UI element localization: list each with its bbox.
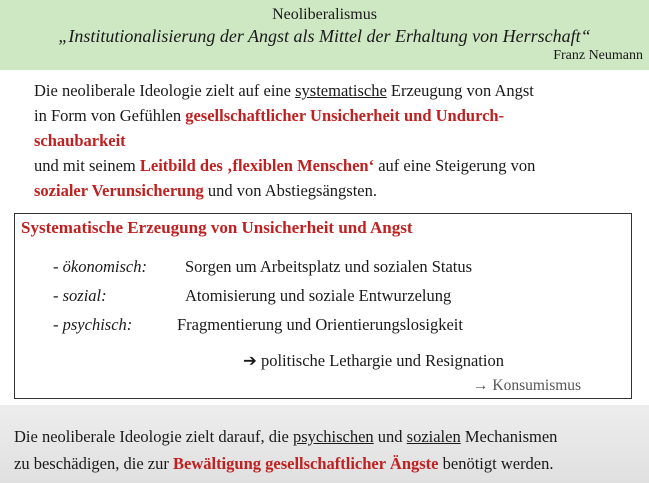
intro-line-3 — [34, 128, 624, 153]
result-lethargy: ➔ politische Lethargie und Resignation — [243, 351, 504, 370]
list-item-category: - ökonomisch: — [53, 257, 147, 276]
conclusion-text: benötigt werden. — [438, 454, 554, 473]
conclusion-line-1 — [14, 423, 639, 450]
list-item-description: Sorgen um Arbeitsplatz und sozialen Status — [185, 257, 473, 276]
slide-header — [0, 0, 649, 70]
intro-line-4 — [34, 153, 624, 178]
intro-text: und von Abstiegsängsten. — [203, 181, 377, 200]
list-item — [53, 286, 107, 306]
conclusion-line-2 — [14, 450, 639, 477]
intro-text: und mit seinem — [34, 156, 140, 175]
list-item-description: Fragmentierung und Orientierungslosigkeit — [177, 315, 463, 334]
conclusion-highlight: Bewältigung gesellschaftlicher Ängste — [172, 454, 439, 473]
intro-highlight: Leitbild des ‚flexiblen Menschen‘ — [139, 156, 375, 175]
intro-text: auf eine Steigerung von — [374, 156, 536, 175]
intro-highlight: schaubarkeit — [34, 131, 126, 150]
conclusion-text: Mechanismen — [460, 427, 558, 446]
conclusion-text: Die neoliberale Ideologie zielt darauf, die — [14, 427, 293, 446]
intro-line-1 — [34, 78, 624, 103]
list-item — [53, 257, 147, 277]
slide-quote: „Institutionalisierung der Angst als Mittel der Erhaltung von Herrschaft“ — [58, 26, 591, 46]
slide-title: Neoliberalismus — [272, 6, 377, 23]
list-item-description: Atomisierung und soziale Entwurzelung — [185, 286, 452, 305]
intro-highlight: gesellschaftlicher Unsicherheit und Undurch- — [185, 106, 505, 125]
conclusion-underline: sozialen — [406, 427, 461, 446]
intro-underline: systematische — [295, 81, 387, 100]
quote-author: Franz Neumann — [553, 48, 643, 63]
list-item-category: - sozial: — [53, 286, 107, 305]
intro-text: Erzeugung von Angst — [386, 81, 534, 100]
conclusion-underline: psychischen — [293, 427, 374, 446]
conclusion-paragraph — [14, 423, 639, 477]
result-consumerism: → Konsumismus — [473, 377, 582, 394]
intro-highlight: sozialer Verunsicherung — [34, 181, 204, 200]
conclusion-text: zu beschädigen, die zur — [14, 454, 173, 473]
intro-line-2 — [34, 103, 624, 128]
intro-text: in Form von Gefühlen — [34, 106, 186, 125]
list-item-category: - psychisch: — [53, 315, 133, 334]
conclusion-panel — [0, 405, 649, 483]
list-item — [53, 315, 132, 335]
conclusion-text: und — [373, 427, 407, 446]
intro-line-5 — [34, 178, 624, 203]
fear-production-box — [14, 213, 632, 399]
intro-text: Die neoliberale Ideologie zielt auf eine — [34, 81, 296, 100]
box-heading: Systematische Erzeugung von Unsicherheit und Angst — [21, 218, 413, 237]
intro-paragraph — [34, 78, 624, 203]
